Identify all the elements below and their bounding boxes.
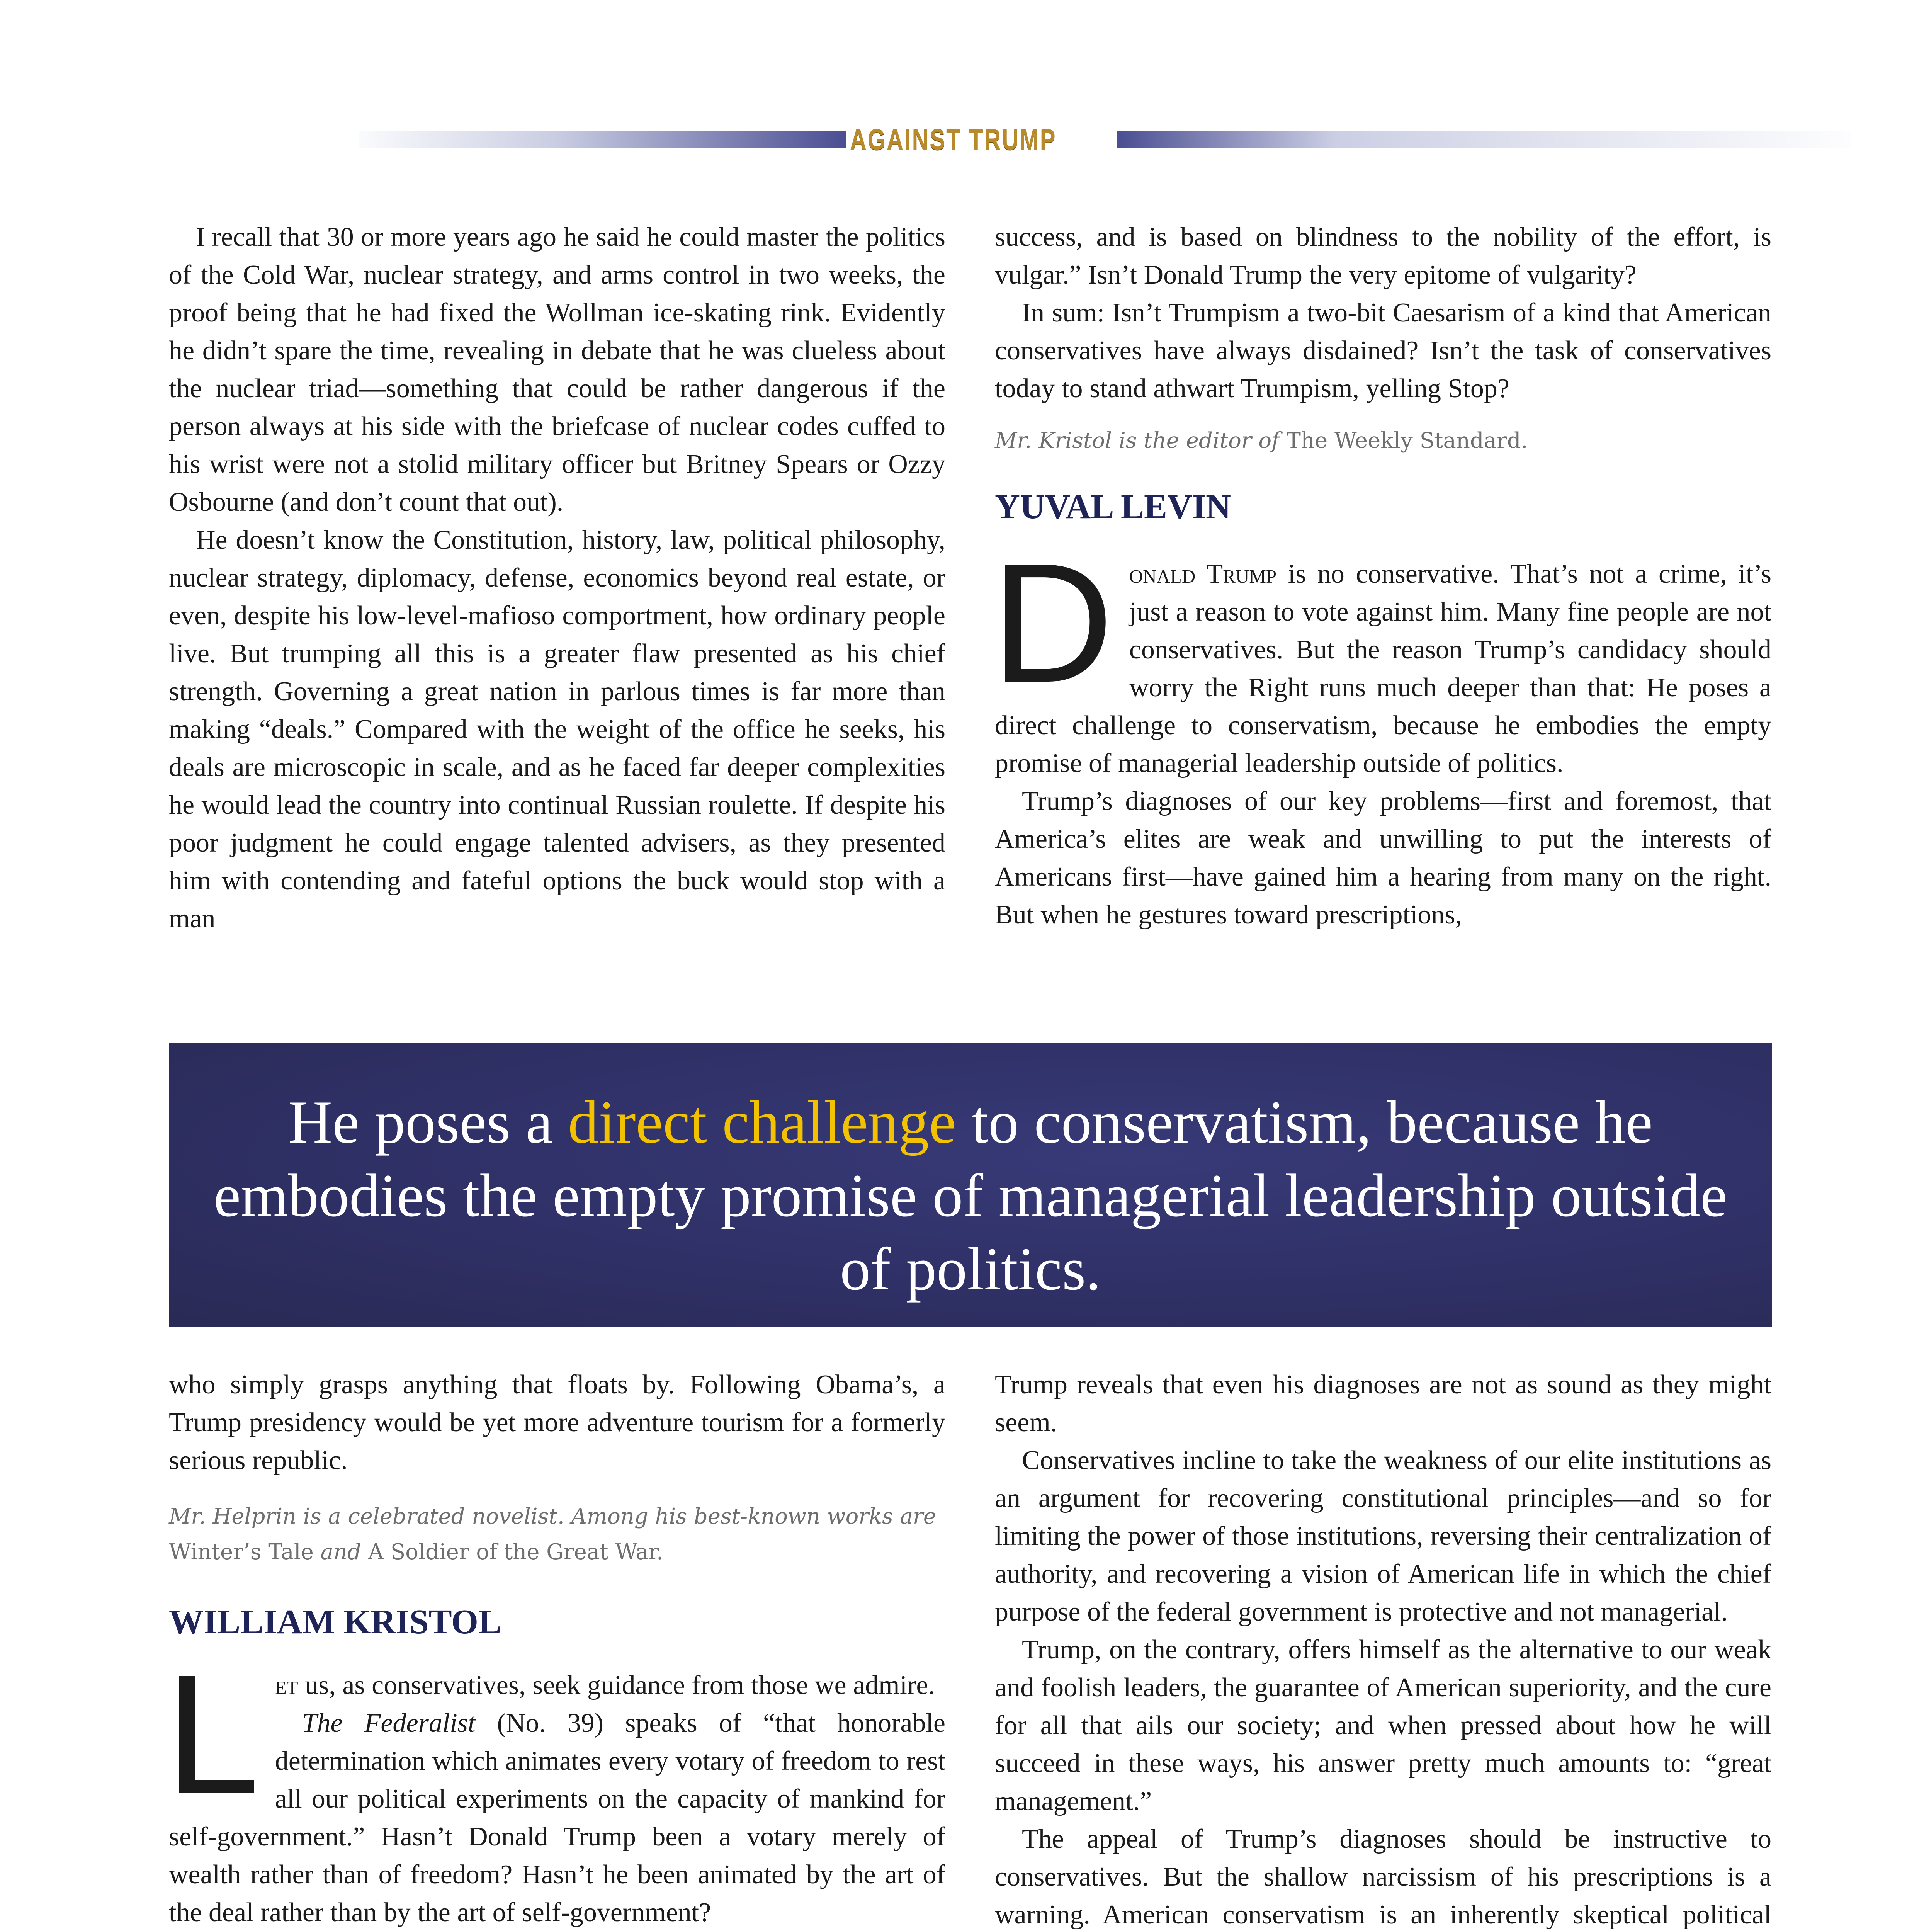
pull-quote-part: to conservatism, because he embodies the empty promise of managerial leadership outside of politics. (213, 1088, 1728, 1303)
paragraph (169, 1704, 945, 1932)
paragraph: success, and is based on blindness to the nobility of the effort, is vulgar.” Isn’t Donald Trump the very epitome of vulgarity? (995, 222, 1771, 290)
paragraph: He doesn’t know the Constitution, history, law, political philosophy, nuclear strategy, diplomacy, defense, economics beyond real estate, or even, despite his low-level-mafioso comportment, how ordinary people live. But trumping all this is a greater flaw presented as his chief strength. Governing a great nation in parlous times is far more than making “deals.” Compared with the weight of the office he seeks, his deals are microscopic in scale, and as he faced far deeper complexities he would lead the country into continual Russian roulette. If despite his poor judgment he could engage talented advisers, as they presented him with contending and fateful options the buck would stop with a man (169, 525, 945, 934)
paragraph: The appeal of Trump’s diagnoses should be instructive to conservatives. But the shallow narcissism of his prescriptions is a warning. American conservatism is an inherently skeptical political (995, 1824, 1771, 1930)
header-rule-right (1117, 131, 1851, 148)
paragraph: In sum: Isn’t Trumpism a two-bit Caesarism of a kind that American conservatives have always disdained? Isn’t the task of conservatives today to stand athwart Trumpism, yelling Stop? (995, 298, 1771, 403)
paragraph: Trump’s diagnoses of our key problems—first and foremost, that America’s elites are weak and unwilling to put the interests of Americans first—have gained him a hearing from many on the right. But when he gestures toward prescriptions, (995, 786, 1771, 930)
publication-name: The Weekly Standard. (1286, 428, 1528, 453)
drop-cap: L (165, 1639, 260, 1829)
pull-quote (169, 1043, 1772, 1327)
column-right-bottom (995, 1366, 1771, 1932)
column-left-top (169, 218, 945, 938)
lead-paragraph (991, 528, 1772, 782)
author-credit-helprin (169, 1499, 945, 1570)
credit-italic: Mr. Kristol is the editor of (995, 428, 1280, 453)
section-header (359, 116, 1186, 162)
book-title: Winter’s Tale (169, 1539, 314, 1565)
lead-smallcaps: et (275, 1670, 298, 1700)
lead-text: us, as conservatives, seek guidance from those we admire. (298, 1670, 935, 1700)
paragraph: Conservatives incline to take the weakness of our elite institutions as an argument for recovering constitutional principles—and so for limiting the power of those institutions, reversing their centralization of authority, and recovering a vision of American life in which the chief purpose of the federal government is protective and not managerial. (995, 1446, 1771, 1627)
paragraph: who simply grasps anything that floats by. Following Obama’s, a Trump presidency would be yet more adventure tourism for a formerly serious republic. (169, 1370, 945, 1475)
byline-levin: YUVAL LEVIN (995, 488, 1231, 526)
paragraph-text: (No. 39) speaks of “that honorable determination which animates every votary of freedom to rest all our political experiments on the capacity of mankind for self-government.” Hasn’t Donald Trump been a votary merely of wealth rather than of freedom? Hasn’t he been animated by the art of the deal rather than by the art of self-government? (169, 1708, 945, 1927)
article-lead-levin (991, 528, 1772, 782)
paragraph: Trump, on the contrary, offers himself as the alternative to our weak and foolish leaders, the guarantee of American superiority, and the cure for all that ails our society; and when pressed about how he will succeed in these ways, his answer pretty much amounts to: “great management.” (995, 1635, 1771, 1816)
pull-quote-text (200, 1086, 1741, 1306)
article-lead-kristol (165, 1639, 945, 1932)
lead-text: is no conservative. That’s not a crime, it’s just a reason to vote against him. Many fine people are not conservatives. But the reason Trump’s candidacy should worry the Right runs much deeper than that: He poses a direct challenge to conservatism, because he embodies the empty promise of managerial leadership outside of politics. (995, 559, 1772, 778)
paragraph: Trump reveals that even his diagnoses are not as sound as they might seem. (995, 1370, 1771, 1437)
column-right-top (991, 218, 1772, 934)
pull-quote-highlight: direct challenge (568, 1088, 956, 1156)
credit-italic: Mr. Helprin is a celebrated novelist. Among his best-known works are (169, 1504, 936, 1529)
credit-italic: and (320, 1539, 361, 1565)
drop-cap: D (991, 528, 1114, 718)
author-credit-kristol (995, 423, 1771, 459)
column-left-bottom (165, 1366, 945, 1932)
section-title: AGAINST TRUMP (850, 123, 1057, 156)
header-rule-left (359, 131, 846, 148)
byline-kristol: WILLIAM KRISTOL (169, 1603, 502, 1641)
lead-smallcaps: onald Trump (1129, 559, 1277, 589)
federalist-title: The Federalist (302, 1708, 476, 1738)
book-title: A Soldier of the Great War. (368, 1539, 663, 1565)
paragraph: I recall that 30 or more years ago he said he could master the politics of the Cold War, nuclear strategy, and arms control in two weeks, the proof being that he had fixed the Wollman ice-skating rink. Evidently he didn’t spare the time, revealing in debate that he was clueless about the nuclear triad—something that could be rather dangerous if the person always at his side with the briefcase of nuclear codes cuffed to his wrist were not a stolid military officer but Britney Spears or Ozzy Osbourne (and don’t count that out). (169, 222, 945, 517)
pull-quote-part: He poses a (288, 1088, 568, 1156)
